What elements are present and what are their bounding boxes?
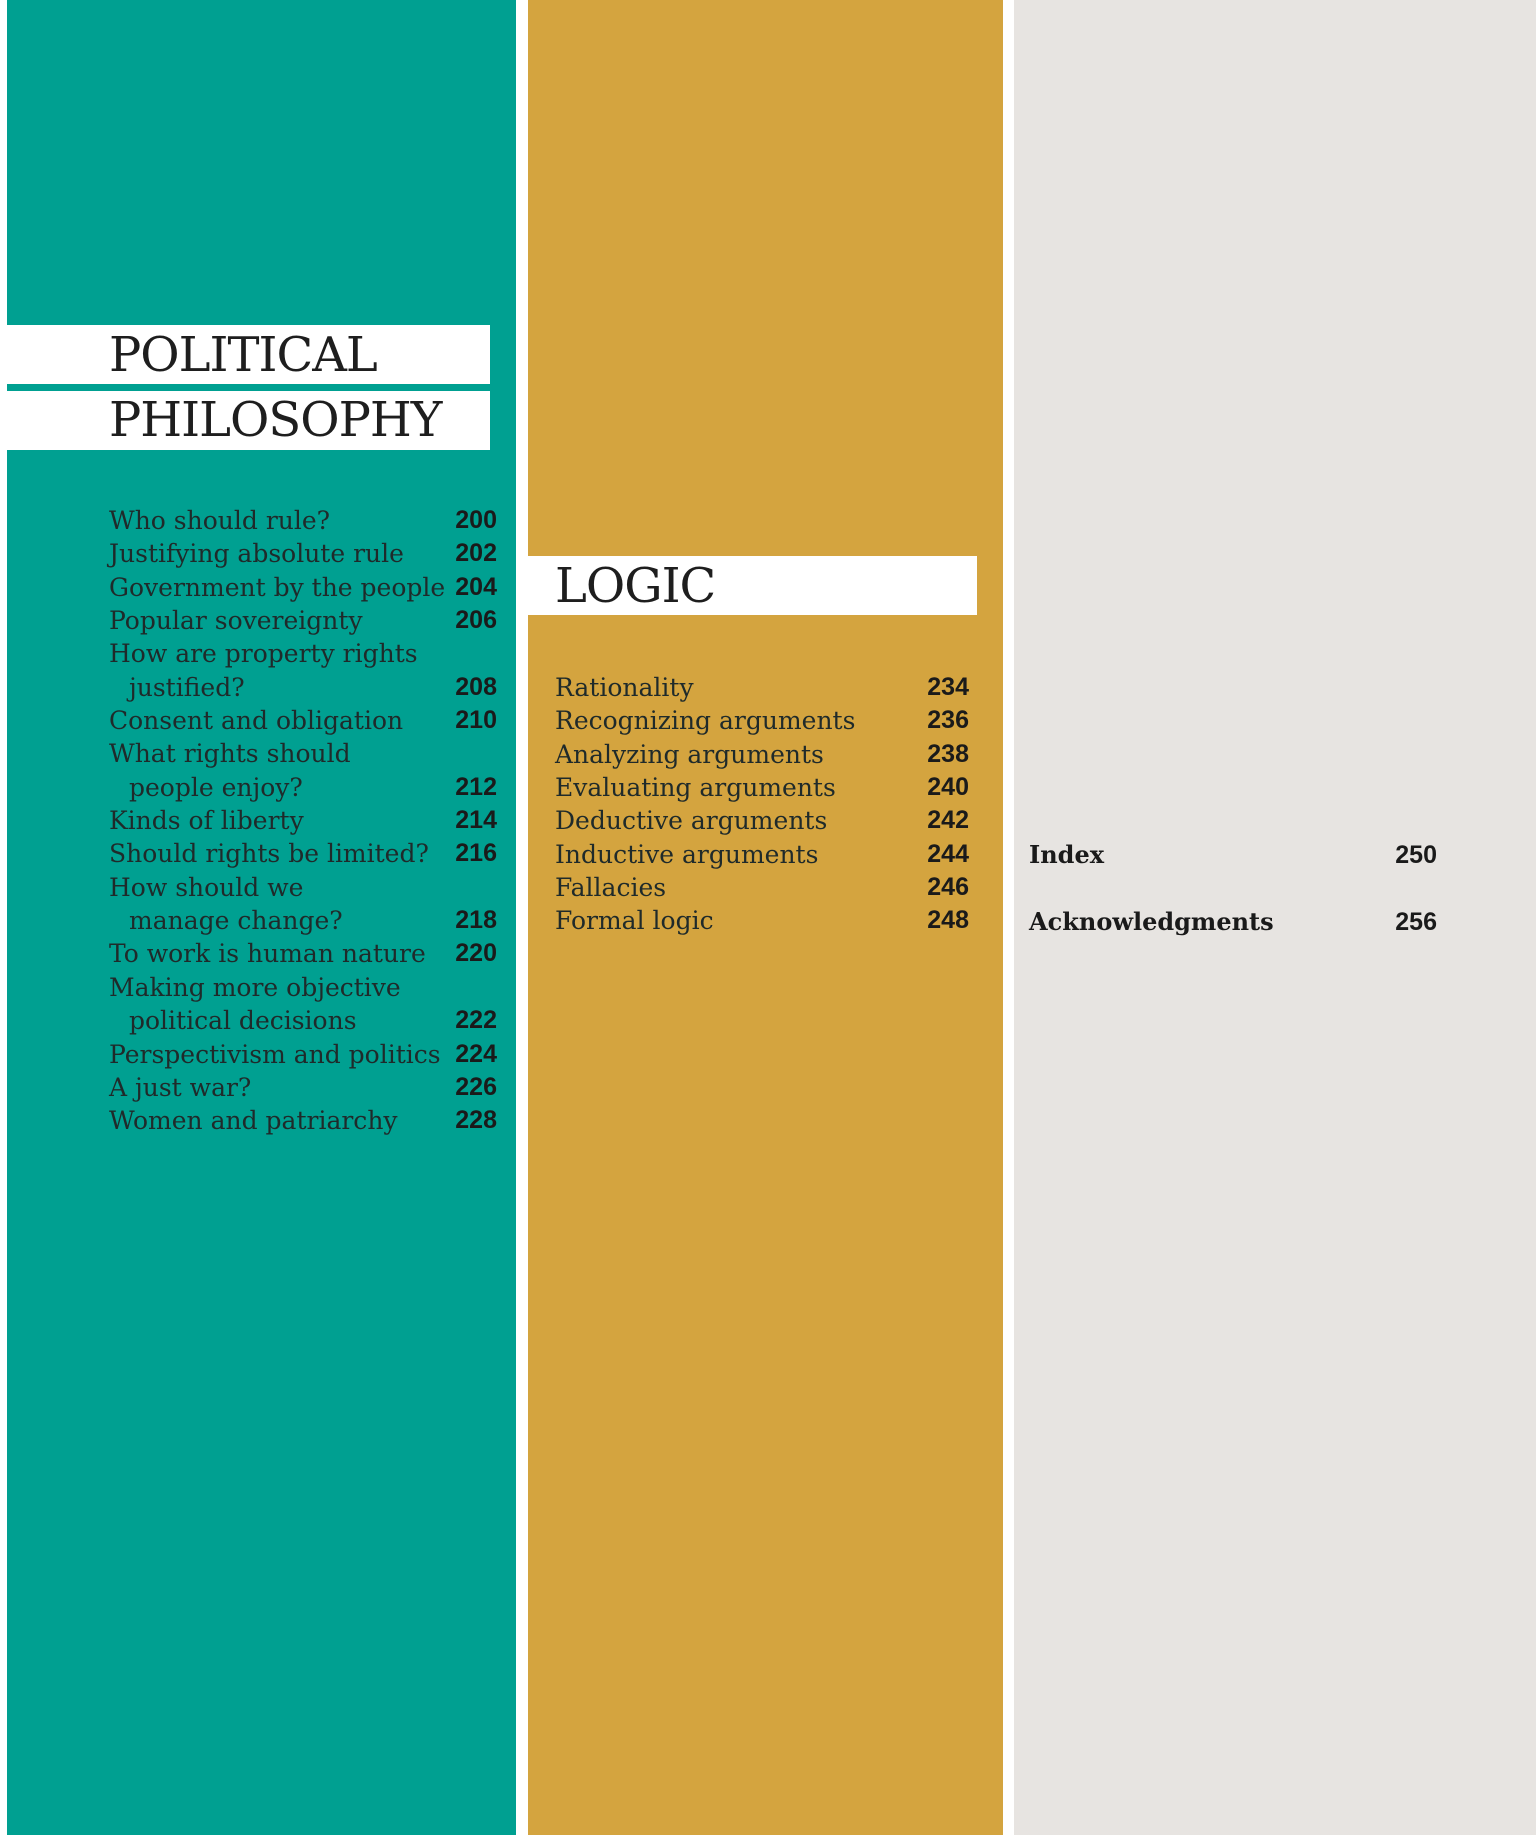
toc-page-number: 204 <box>455 572 497 601</box>
toc-page-number: 216 <box>455 839 497 868</box>
title-band <box>528 556 977 615</box>
logic-contents-list <box>555 671 969 938</box>
toc-entry-title: Justifying absolute rule <box>109 539 404 569</box>
toc-entry-title: Analyzing arguments <box>555 739 824 769</box>
toc-entry[interactable] <box>555 804 969 837</box>
toc-entry-title: Who should rule? <box>109 506 331 535</box>
toc-page-number: 242 <box>927 806 969 835</box>
toc-entry[interactable] <box>109 537 497 570</box>
toc-page-number: 248 <box>927 906 969 935</box>
toc-entry[interactable] <box>109 637 497 704</box>
toc-entry-title: How should we <box>109 872 304 902</box>
toc-entry-title: Making more objective <box>109 972 401 1002</box>
toc-page-number: 200 <box>455 506 497 534</box>
toc-page-number: 218 <box>455 906 497 935</box>
toc-page-number: 246 <box>927 873 969 902</box>
toc-page-number: 234 <box>927 673 969 701</box>
section-title: LOGIC <box>555 558 716 614</box>
toc-entry-title: What rights should <box>109 739 351 769</box>
toc-entry-title: Popular sovereignty <box>109 606 363 636</box>
toc-entry[interactable] <box>555 704 969 737</box>
toc-entry-title: Kinds of liberty <box>109 806 304 836</box>
toc-entry[interactable] <box>109 804 497 837</box>
title-band <box>7 325 490 384</box>
toc-page-number: 244 <box>927 839 969 868</box>
acknowledgments-entry[interactable] <box>1029 905 1437 939</box>
toc-entry-title: A just war? <box>109 1072 252 1102</box>
toc-entry-title: Women and patriarchy <box>109 1106 398 1136</box>
toc-entry-title: Formal logic <box>555 906 714 936</box>
toc-entry[interactable] <box>109 871 497 938</box>
toc-entry[interactable] <box>109 971 497 1038</box>
toc-page-number: 214 <box>455 806 497 835</box>
toc-entry[interactable] <box>109 604 497 637</box>
toc-entry-title: Perspectivism and politics <box>109 1039 441 1069</box>
toc-entry[interactable] <box>109 937 497 970</box>
toc-entry[interactable] <box>109 1038 497 1071</box>
toc-entry[interactable] <box>555 871 969 904</box>
toc-entry-title: Evaluating arguments <box>555 773 836 803</box>
index-label: Index <box>1029 840 1105 869</box>
toc-page-number: 222 <box>455 1006 497 1035</box>
toc-page-number: 206 <box>455 606 497 635</box>
toc-entry-title: Should rights be limited? <box>109 839 429 869</box>
toc-page-number: 224 <box>455 1039 497 1068</box>
toc-entry[interactable] <box>109 1104 497 1137</box>
toc-entry[interactable] <box>555 671 969 704</box>
toc-entry-title: Consent and obligation <box>109 706 404 736</box>
toc-entry[interactable] <box>555 838 969 871</box>
toc-page-number: 238 <box>927 739 969 768</box>
toc-entry[interactable] <box>109 837 497 870</box>
toc-entry-title: Recognizing arguments <box>555 706 856 736</box>
toc-page-number: 236 <box>927 706 969 735</box>
toc-entry-title: political decisions <box>129 1006 357 1036</box>
political-philosophy-column <box>7 0 516 1835</box>
toc-entry-title: Inductive arguments <box>555 839 819 869</box>
acknowledgments-page-number: 256 <box>1395 908 1437 936</box>
toc-entry-title: Rationality <box>555 673 694 702</box>
toc-entry-title: Fallacies <box>555 873 667 903</box>
title-band <box>7 391 490 450</box>
toc-page-number: 240 <box>927 773 969 802</box>
toc-page-number: 226 <box>455 1072 497 1101</box>
toc-entry[interactable] <box>555 738 969 771</box>
index-page-number: 250 <box>1395 841 1437 869</box>
toc-entry-title: justified? <box>129 672 245 702</box>
index-entry[interactable] <box>1029 838 1437 872</box>
toc-entry[interactable] <box>555 771 969 804</box>
toc-entry-title: Government by the people <box>109 572 446 602</box>
toc-entry-title: How are property rights <box>109 639 418 669</box>
acknowledgments-label: Acknowledgments <box>1029 907 1274 936</box>
toc-entry[interactable] <box>109 737 497 804</box>
toc-page-number: 212 <box>455 772 497 801</box>
toc-entry-title: To work is human nature <box>109 939 426 969</box>
section-title-line1: POLITICAL <box>109 327 377 383</box>
toc-page-number: 228 <box>455 1106 497 1135</box>
toc-entry-title: manage change? <box>129 906 343 936</box>
toc-page-number: 202 <box>455 539 497 568</box>
toc-page-number: 208 <box>455 672 497 701</box>
logic-column <box>528 0 1003 1835</box>
toc-entry[interactable] <box>555 904 969 937</box>
section-title-line2: PHILOSOPHY <box>109 392 442 448</box>
political-contents-list <box>109 504 497 1138</box>
toc-entry[interactable] <box>109 571 497 604</box>
toc-page-number: 220 <box>455 939 497 968</box>
toc-entry[interactable] <box>109 1071 497 1104</box>
toc-page-number: 210 <box>455 706 497 735</box>
toc-entry[interactable] <box>109 504 497 537</box>
toc-entry[interactable] <box>109 704 497 737</box>
toc-entry-title: Deductive arguments <box>555 806 828 836</box>
toc-entry-title: people enjoy? <box>129 772 303 802</box>
